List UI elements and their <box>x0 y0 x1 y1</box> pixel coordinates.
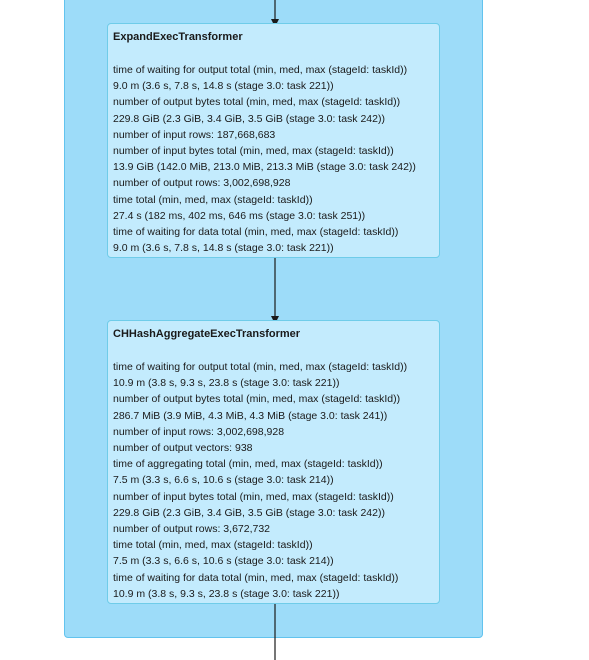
node-ch-hash-aggregate-exec-transformer[interactable] <box>107 320 440 604</box>
metric-line: 7.5 m (3.3 s, 6.6 s, 10.6 s (stage 3.0: task 214)) <box>113 555 334 568</box>
metric-list <box>113 359 434 602</box>
metric-line: 13.9 GiB (142.0 MiB, 213.0 MiB, 213.3 MiB (stage 3.0: task 242)) <box>113 161 416 174</box>
metric-line: 229.8 GiB (2.3 GiB, 3.4 GiB, 3.5 GiB (stage 3.0: task 242)) <box>113 112 385 125</box>
metric-line: time of waiting for data total (min, med, max (stageId: taskId)) <box>113 226 399 239</box>
metric-list <box>113 62 434 256</box>
metric-line: number of output vectors: 938 <box>113 442 253 455</box>
metric-line: number of input rows: 187,668,683 <box>113 128 276 141</box>
metric-line: number of input bytes total (min, med, max (stageId: taskId)) <box>113 490 394 503</box>
metric-line: time total (min, med, max (stageId: taskId)) <box>113 193 313 206</box>
metric-line: number of input bytes total (min, med, max (stageId: taskId)) <box>113 145 394 158</box>
metric-line: 7.5 m (3.3 s, 6.6 s, 10.6 s (stage 3.0: task 214)) <box>113 474 334 487</box>
metric-line: 9.0 m (3.6 s, 7.8 s, 14.8 s (stage 3.0: task 221)) <box>113 80 334 93</box>
metric-line: number of output bytes total (min, med, max (stageId: taskId)) <box>113 393 401 406</box>
metric-line: 10.9 m (3.8 s, 9.3 s, 23.8 s (stage 3.0: task 221)) <box>113 377 340 390</box>
metric-line: time of waiting for output total (min, med, max (stageId: taskId)) <box>113 361 408 373</box>
metric-line: number of input rows: 3,002,698,928 <box>113 425 285 438</box>
metric-line: time total (min, med, max (stageId: taskId)) <box>113 539 313 552</box>
node-title: CHHashAggregateExecTransformer <box>113 328 301 340</box>
metric-line: 229.8 GiB (2.3 GiB, 3.4 GiB, 3.5 GiB (stage 3.0: task 242)) <box>113 506 385 519</box>
metric-line: time of waiting for output total (min, med, max (stageId: taskId)) <box>113 64 408 76</box>
node-title: ExpandExecTransformer <box>113 31 243 43</box>
metric-line: number of output rows: 3,002,698,928 <box>113 177 291 190</box>
metric-line: number of output rows: 3,672,732 <box>113 523 271 536</box>
metric-line: 10.9 m (3.8 s, 9.3 s, 23.8 s (stage 3.0: task 221)) <box>113 587 340 600</box>
metric-line: time of aggregating total (min, med, max (stageId: taskId)) <box>113 458 383 471</box>
metric-line: 9.0 m (3.6 s, 7.8 s, 14.8 s (stage 3.0: task 221)) <box>113 242 334 255</box>
metric-line: 286.7 MiB (3.9 MiB, 4.3 MiB, 4.3 MiB (stage 3.0: task 241)) <box>113 409 388 422</box>
metric-line: time of waiting for data total (min, med, max (stageId: taskId)) <box>113 571 399 584</box>
metric-line: 27.4 s (182 ms, 402 ms, 646 ms (stage 3.0: task 251)) <box>113 209 366 222</box>
node-expand-exec-transformer[interactable] <box>107 23 440 258</box>
metric-line: number of output bytes total (min, med, max (stageId: taskId)) <box>113 96 401 109</box>
